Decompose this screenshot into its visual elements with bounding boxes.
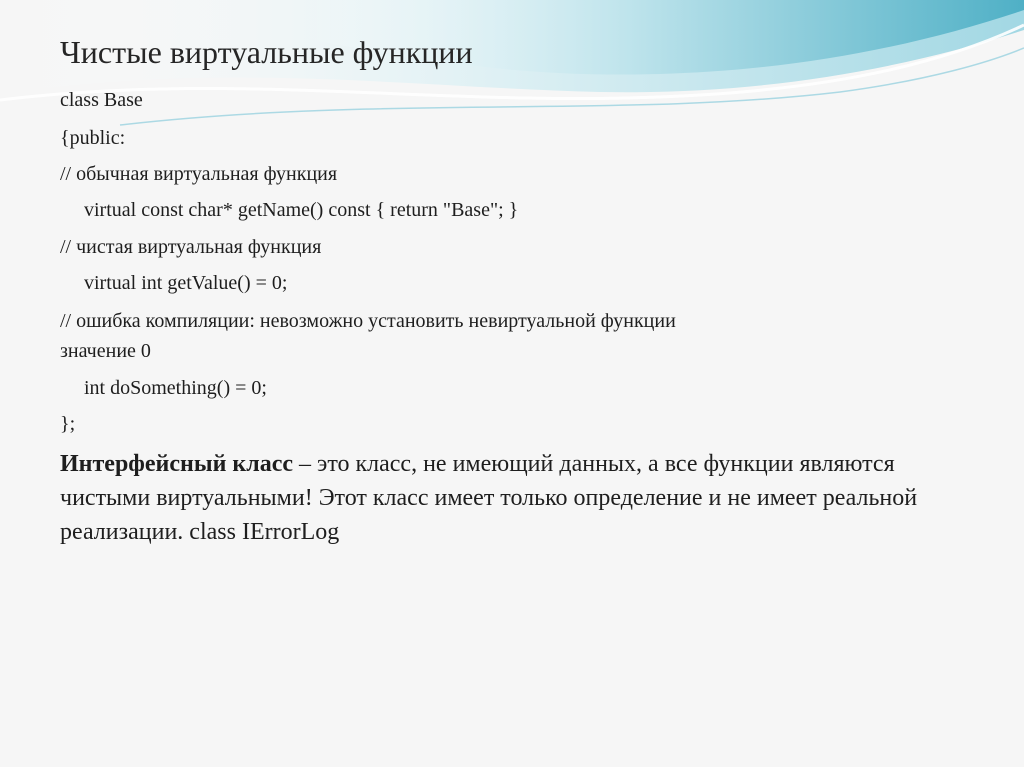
code-line: virtual const char* getName() const { return "Base"; } (84, 199, 519, 221)
code-comment: // чистая виртуальная функция (60, 236, 322, 258)
code-line: {public: (60, 127, 126, 149)
definition-paragraph (60, 447, 960, 549)
code-comment-continued: значение 0 (60, 340, 151, 362)
code-line: virtual int getValue() = 0; (84, 272, 288, 294)
code-line: int doSomething() = 0; (84, 377, 267, 399)
code-line: class Base (60, 89, 143, 111)
definition-text: – это класс, не имеющий данных, а все функции являются чистыми виртуальными! Этот класс имеет только определение и не имеет реальной реализации. class IErrorLog (60, 451, 918, 545)
code-comment: // ошибка компиляции: невозможно установить невиртуальной функции (60, 310, 676, 332)
definition-term: Интерфейсный класс (60, 451, 294, 477)
slide-title: Чистые виртуальные функции (60, 34, 473, 70)
code-comment: // обычная виртуальная функция (60, 163, 338, 185)
code-line: }; (60, 413, 76, 435)
